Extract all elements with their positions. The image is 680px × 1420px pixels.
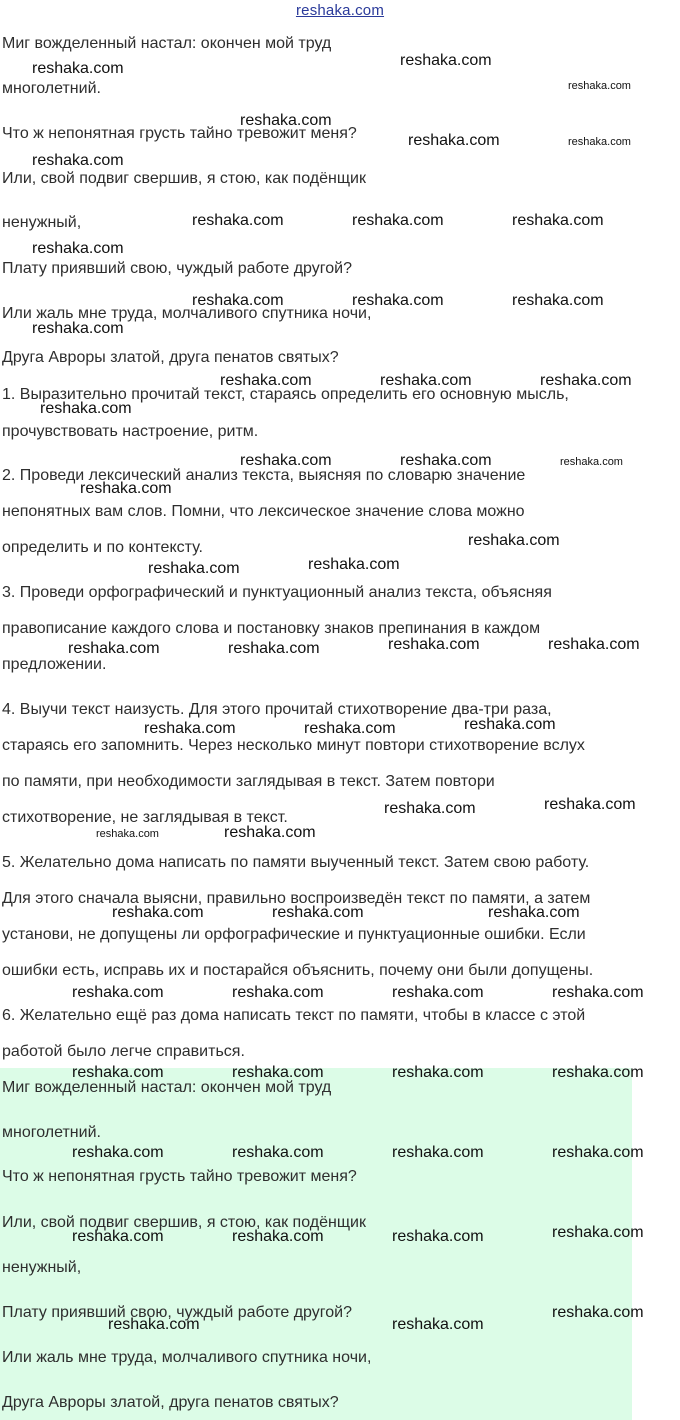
poem-line: Плату приявший свою, чуждый работе другой? <box>2 260 352 277</box>
answer-line: Друга Авроры златой, друга пенатов святых? <box>2 1394 339 1411</box>
watermark: reshaka.com <box>72 1144 164 1161</box>
task-line: 6. Желательно ещё раз дома написать текст по памяти, чтобы в классе с этой <box>2 1007 586 1024</box>
watermark: reshaka.com <box>540 372 632 389</box>
watermark: reshaka.com <box>488 904 580 921</box>
site-link[interactable]: reshaka.com <box>295 2 385 19</box>
task-line: 4. Выучи текст наизусть. Для этого прочитай стихотворение два-три раза, <box>2 701 552 718</box>
task-line: 1. Выразительно прочитай текст, стараясь определить его основную мысль, <box>2 386 569 403</box>
watermark: reshaka.com <box>32 240 124 257</box>
watermark: reshaka.com <box>32 320 124 337</box>
watermark: reshaka.com <box>240 112 332 129</box>
watermark: reshaka.com <box>232 984 324 1001</box>
task-line: установи, не допущены ли орфографические и пунктуационные ошибки. Если <box>2 926 586 943</box>
task-line: Для этого сначала выясни, правильно воспроизведён текст по памяти, а затем <box>2 890 591 907</box>
watermark: reshaka.com <box>400 52 492 69</box>
poem-line: Что ж непонятная грусть тайно тревожит меня? <box>2 125 357 142</box>
watermark: reshaka.com <box>72 1064 164 1081</box>
watermark: reshaka.com <box>220 372 312 389</box>
watermark: reshaka.com <box>72 1228 164 1245</box>
watermark: reshaka.com <box>112 904 204 921</box>
answer-line: многолетний. <box>2 1124 101 1141</box>
watermark: reshaka.com <box>552 984 644 1001</box>
task-line: определить и по контексту. <box>2 539 203 556</box>
watermark: reshaka.com <box>232 1228 324 1245</box>
task-line: предложении. <box>2 656 107 673</box>
task-line: по памяти, при необходимости заглядывая в текст. Затем повтори <box>2 773 495 790</box>
watermark: reshaka.com <box>392 1144 484 1161</box>
task-line: 5. Желательно дома написать по памяти выученный текст. Затем свою работу. <box>2 854 590 871</box>
task-line: правописание каждого слова и постановку знаков препинания в каждом <box>2 620 541 637</box>
watermark: reshaka.com <box>148 560 240 577</box>
watermark: reshaka.com <box>408 132 500 149</box>
watermark: reshaka.com <box>568 136 631 148</box>
task-line: работой было легче справиться. <box>2 1043 245 1060</box>
watermark: reshaka.com <box>232 1064 324 1081</box>
watermark: reshaka.com <box>552 1144 644 1161</box>
poem-line: многолетний. <box>2 80 101 97</box>
watermark: reshaka.com <box>352 212 444 229</box>
watermark: reshaka.com <box>224 824 316 841</box>
watermark: reshaka.com <box>108 1316 200 1333</box>
watermark: reshaka.com <box>392 1064 484 1081</box>
poem-line: ненужный, <box>2 214 82 231</box>
watermark: reshaka.com <box>560 456 623 468</box>
watermark: reshaka.com <box>80 480 172 497</box>
answer-line: Или, свой подвиг свершив, я стою, как подёнщик <box>2 1214 366 1231</box>
watermark: reshaka.com <box>96 828 159 840</box>
watermark: reshaka.com <box>72 984 164 1001</box>
watermark: reshaka.com <box>512 212 604 229</box>
watermark: reshaka.com <box>32 152 124 169</box>
task-line: стихотворение, не заглядывая в текст. <box>2 809 288 826</box>
task-line: ошибки есть, исправь их и постарайся объяснить, почему они были допущены. <box>2 962 594 979</box>
poem-line: Или жаль мне труда, молчаливого спутника ночи, <box>2 305 372 322</box>
watermark: reshaka.com <box>144 720 236 737</box>
watermark: reshaka.com <box>272 904 364 921</box>
answer-line: Плату приявший свою, чуждый работе другой? <box>2 1304 352 1321</box>
watermark: reshaka.com <box>512 292 604 309</box>
watermark: reshaka.com <box>308 556 400 573</box>
watermark: reshaka.com <box>228 640 320 657</box>
poem-line: Друга Авроры златой, друга пенатов святых? <box>2 349 339 366</box>
task-line: стараясь его запомнить. Через несколько минут повтори стихотворение вслух <box>2 737 585 754</box>
watermark: reshaka.com <box>240 452 332 469</box>
watermark: reshaka.com <box>400 452 492 469</box>
watermark: reshaka.com <box>568 80 631 92</box>
task-line: прочувствовать настроение, ритм. <box>2 423 259 440</box>
task-line: 2. Проведи лексический анализ текста, выясняя по словарю значение <box>2 467 526 484</box>
poem-line: Или, свой подвиг свершив, я стою, как подёнщик <box>2 170 366 187</box>
watermark: reshaka.com <box>544 796 636 813</box>
task-line: 3. Проведи орфографический и пунктуационный анализ текста, объясняя <box>2 584 552 601</box>
answer-line: ненужный, <box>2 1259 82 1276</box>
watermark: reshaka.com <box>384 800 476 817</box>
watermark: reshaka.com <box>352 292 444 309</box>
watermark: reshaka.com <box>68 640 160 657</box>
watermark: reshaka.com <box>392 1316 484 1333</box>
answer-line: Миг вожделенный настал: окончен мой труд <box>2 1079 332 1096</box>
watermark: reshaka.com <box>380 372 472 389</box>
watermark: reshaka.com <box>468 532 560 549</box>
watermark: reshaka.com <box>192 292 284 309</box>
watermark: reshaka.com <box>548 636 640 653</box>
watermark: reshaka.com <box>392 1228 484 1245</box>
site-header <box>0 2 680 19</box>
watermark: reshaka.com <box>392 984 484 1001</box>
poem-line: Миг вожделенный настал: окончен мой труд <box>2 35 332 52</box>
watermark: reshaka.com <box>464 716 556 733</box>
answer-line: Или жаль мне труда, молчаливого спутника ночи, <box>2 1349 372 1366</box>
watermark: reshaka.com <box>388 636 480 653</box>
watermark: reshaka.com <box>552 1064 644 1081</box>
watermark: reshaka.com <box>304 720 396 737</box>
watermark: reshaka.com <box>40 400 132 417</box>
watermark: reshaka.com <box>32 60 124 77</box>
watermark: reshaka.com <box>192 212 284 229</box>
task-line: непонятных вам слов. Помни, что лексическое значение слова можно <box>2 503 525 520</box>
watermark: reshaka.com <box>232 1144 324 1161</box>
watermark: reshaka.com <box>552 1224 644 1241</box>
answer-line: Что ж непонятная грусть тайно тревожит меня? <box>2 1168 357 1185</box>
watermark: reshaka.com <box>552 1304 644 1321</box>
